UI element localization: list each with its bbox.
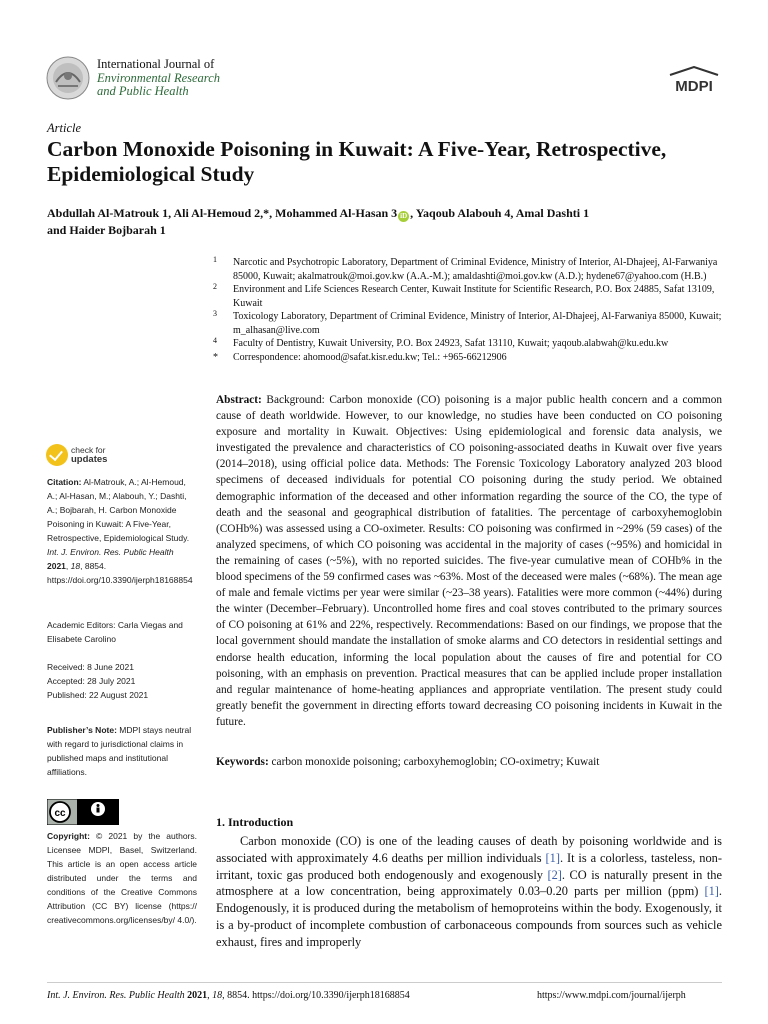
check-updates-line2: updates (71, 454, 108, 465)
keywords (216, 754, 722, 770)
citation-volume: 18 (70, 561, 81, 571)
copyright-notice (47, 829, 197, 927)
cc-by-icon[interactable] (47, 799, 119, 825)
citation-pages[interactable]: , 8854. https://doi.org/10.3390/ijerph18168854 (47, 561, 193, 585)
reference-link[interactable]: [2] (547, 867, 562, 882)
author-list (47, 205, 717, 238)
journal-name-line3: and Public Health (97, 84, 189, 98)
citation: Citation: Al-Matrouk, A.; Al-Hemoud, A.; Al-Hasan, M.; Alabouh, Y.; Dashti, A.; Bojbarah, H. Carbon Monoxide Poisoning in Kuwait: A Five-Year, Retrospective, Epidemiological Study. Int. J. Environ. Res. Public Health 2021, 18, 8854. https://doi.org/10.3390/ijerph18168854 (47, 477, 193, 585)
keywords-text: carbon monoxide poisoning; carboxyhemoglobin; CO-oximetry; Kuwait (271, 756, 600, 768)
reference-link[interactable]: [1] (545, 850, 560, 865)
authors-line1b: , Yaqoub Alabouh 4, Amal Dashti 1 (410, 206, 590, 220)
citation-label: Citation: (47, 477, 82, 487)
footer-citation: Int. J. Environ. Res. Public Health 2021, 18, 8854. https://doi.org/10.3390/ijerph18168854 (47, 990, 410, 1001)
svg-text:cc: cc (54, 808, 66, 819)
published-date: Published: 22 August 2021 (47, 690, 149, 700)
publication-dates (47, 660, 197, 702)
affiliations (213, 256, 723, 364)
publisher-note-label: Publisher’s Note: (47, 725, 117, 735)
citation-journal: Int. J. Environ. Res. Public Health (47, 547, 174, 557)
authors-line2: and Haider Bojbarah 1 (47, 223, 166, 237)
abstract-label: Abstract: (216, 394, 262, 406)
check-updates-icon (46, 444, 68, 466)
authors-line1: Abdullah Al-Matrouk 1, Ali Al-Hemoud 2,*, Mohammed Al-Hasan 3 (47, 206, 398, 220)
received-date: Received: 8 June 2021 (47, 662, 134, 672)
introduction-paragraph: Carbon monoxide (CO) is one of the leading causes of death by poisoning worldwide and is associated with approximately 4.6 deaths per million individuals [1]. It is a colorless, tasteless, non-irritant, toxic gas produced both endogenously and exogenously [2]. CO is naturally present in the atmosphere at a low concentration, being approximately 0.03–0.20 parts per million (ppm) [1]. Endogenously, it is produced during the metabolism of hemoproteins within the body. Exogenously, it is a by-product of incomplete combustion of carbonaceous compounds from sources such as vehicle exhaust, fires and improperly (216, 834, 722, 949)
check-for-updates-button[interactable] (46, 444, 166, 468)
copyright-text: © 2021 by the authors. Licensee MDPI, Basel, Switzerland. This article is an open access article distributed under the terms and conditions of the Creative Commons Attribution (CC BY) license (https:// creativecommons.org/licenses/by/ 4.0/). (47, 831, 197, 925)
footer-divider (47, 982, 722, 983)
footer-journal-url[interactable]: https://www.mdpi.com/journal/ijerph (537, 990, 686, 1001)
section-heading-introduction: 1. Introduction (216, 815, 294, 829)
journal-name-line1: International Journal of (97, 57, 215, 71)
copyright-label: Copyright: (47, 831, 90, 841)
citation-year: 2021 (47, 561, 66, 571)
publisher-note-text: MDPI stays neutral with regard to jurisdictional claims in published maps and institutional affiliations. (47, 725, 192, 777)
mdpi-logo (666, 66, 722, 96)
orcid-icon[interactable]: iD (400, 212, 408, 220)
article-title: Carbon Monoxide Poisoning in Kuwait: A Five-Year, Retrospective, Epidemiological Study (47, 137, 667, 186)
affiliation-3: 3 Toxicology Laboratory, Department of Criminal Evidence, Ministry of Interior, Al-Dhajeej, Al-Farwaniya 85000, Kuwait; m_alhasan@live.com (213, 309, 722, 336)
affiliation-1: 1 Narcotic and Psychotropic Laboratory, Department of Criminal Evidence, Ministry of Interior, Al-Dhajeej, Al-Farwaniya 85000, Kuwait; akalmatrouk@moi.gov.kw (A.A.-M.); amaldashti@moi.gov.kw (A.D.); hydene67@yahoo.com (H.B.) (213, 255, 718, 282)
mdpi-logo-text: MDPI (675, 78, 713, 95)
citation-text: Al-Matrouk, A.; Al-Hemoud, A.; Al-Hasan, M.; Alabouh, Y.; Dashti, A.; Bojbarah, H. Carbon Monoxide Poisoning in Kuwait: A Five-Year, Retrospective, Epidemiological Study. (47, 477, 190, 543)
article-type: Article (47, 121, 82, 135)
abstract-text: Background: Carbon monoxide (CO) poisoning is a major public health concern and a common cause of death worldwide. However, to our knowledge, no studies have been conducted on CO poisoning exposure and mortality in Kuwait. Objectives: Using epidemiological and forensic data analysis, we investigated the prevalence and characteristics of CO poisoning-associated deaths in Kuwait over five years (2014–2018), using official police data. Methods: The Forensic Toxicology Laboratory analyzed 203 blood specimens of deceased individuals for potential CO poisoning during the study period. We obtained demographic information of the deceased and other information regarding the source of the CO, the type of death and the seasonal and geographical distribution of fatalities. The percentage of carboxyhemoglobin (COHb%) was assessed using a CO-oximeter. Results: CO poisoning was confirmed in ~29% (59 cases) of the analyzed specimens, of which CO poisoning was accidental in the majority of cases (~95%) and homicidal in the remaining of cases (~5%), with no reported suicides. The five-year cumulative mean of COHb% in the blood specimens of the 59 confirmed cases was ~63%. Most of the deceased were males (~68%). The mean age of male and female victims per year were similar (~23–38 years). Fatalities were more common (~44%) during the winter (December–February). Uncontrolled home fires and coal stoves contributed to the primary sources of CO poisoning at 61% and 22%, respectively. Recommendations: Based on our findings, we propose that the local government should mandate the installation of smoke alarms and CO detectors in residential settings and endorse health education, informing the local population about the causes of fire and potential for CO poisoning, with an emphasis on prevention. Practical measures that can be applied include proper installation and regular maintenance of home-heating appliances and appropriate ventilation. The present study could greatly benefit the government in directing efforts toward decreasing CO poisoning incidents in Kuwait in the future. (216, 394, 722, 728)
affiliation-2: 2 Environment and Life Sciences Research Center, Kuwait Institute for Scientific Research, P.O. Box 24885, Safat 13109, Kuwait (213, 282, 715, 309)
abstract (216, 392, 722, 730)
journal-name-line2: Environmental Research (97, 70, 220, 85)
affiliation-4: 4 Faculty of Dentistry, Kuwait University, P.O. Box 24923, Safat 13110, Kuwait; yaqoub.alabwah@ku.edu.kw (213, 336, 669, 349)
journal-name (97, 58, 220, 99)
check-updates-line1: check for (71, 445, 106, 455)
correspondence: * Correspondence: ahomood@safat.kisr.edu.kw; Tel.: +965-66212906 (213, 351, 507, 363)
reference-link[interactable]: [1] (704, 884, 719, 899)
academic-editors: Academic Editors: Carla Viegas and Elisabete Carolino (47, 620, 183, 644)
journal-emblem-icon (46, 56, 90, 100)
keywords-label: Keywords: (216, 756, 269, 768)
accepted-date: Accepted: 28 July 2021 (47, 676, 136, 686)
publisher-note (47, 723, 197, 779)
